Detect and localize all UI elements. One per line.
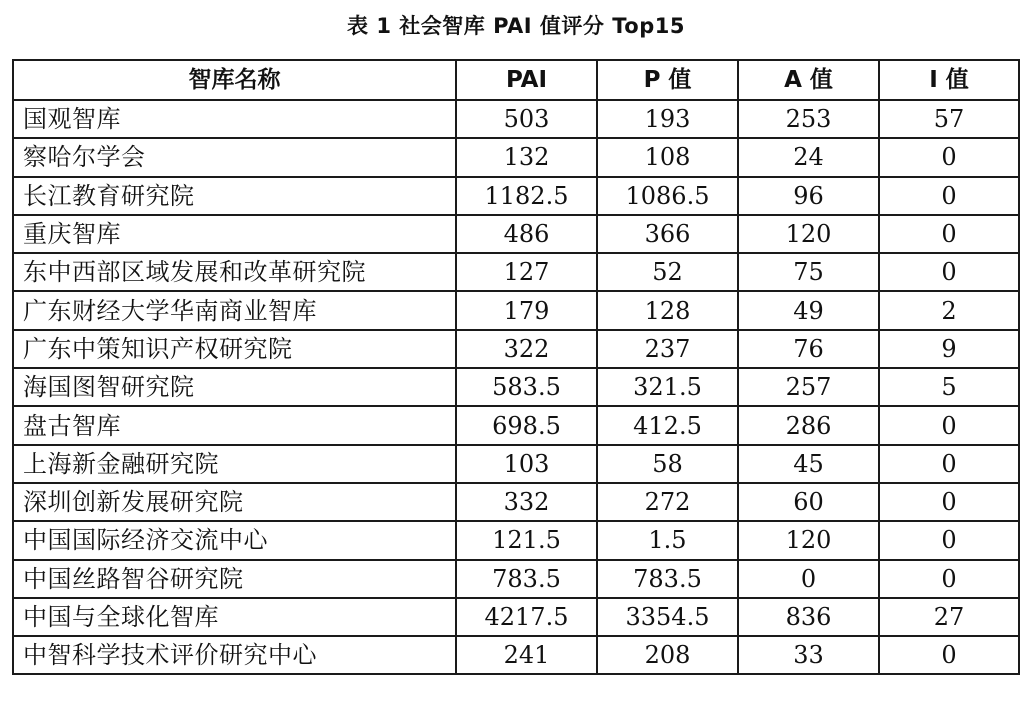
cell-a-value: 120 (738, 521, 879, 559)
cell-p-value: 128 (597, 291, 738, 329)
table-header-row (13, 60, 1019, 100)
cell-pai: 332 (456, 483, 597, 521)
cell-name: 中国丝路智谷研究院 (13, 560, 456, 598)
cell-pai: 121.5 (456, 521, 597, 559)
cell-i-value: 0 (879, 406, 1019, 444)
cell-a-value: 33 (738, 636, 879, 674)
cell-i-value: 0 (879, 483, 1019, 521)
cell-pai: 783.5 (456, 560, 597, 598)
table-caption: 表 1 社会智库 PAI 值评分 Top15 (347, 14, 685, 38)
cell-name: 广东中策知识产权研究院 (13, 330, 456, 368)
header-p-value: P 值 (597, 60, 738, 100)
cell-pai: 132 (456, 138, 597, 176)
cell-a-value: 76 (738, 330, 879, 368)
table-row (13, 521, 1019, 559)
cell-i-value: 0 (879, 521, 1019, 559)
header-i-value: I 值 (879, 60, 1019, 100)
table-row (13, 598, 1019, 636)
cell-pai: 103 (456, 445, 597, 483)
table-row (13, 215, 1019, 253)
table-row (13, 100, 1019, 138)
cell-a-value: 96 (738, 177, 879, 215)
cell-a-value: 836 (738, 598, 879, 636)
header-a-value: A 值 (738, 60, 879, 100)
cell-name: 广东财经大学华南商业智库 (13, 291, 456, 329)
cell-p-value: 52 (597, 253, 738, 291)
cell-name: 中国国际经济交流中心 (13, 521, 456, 559)
cell-p-value: 3354.5 (597, 598, 738, 636)
cell-p-value: 108 (597, 138, 738, 176)
cell-name: 长江教育研究院 (13, 177, 456, 215)
cell-name: 深圳创新发展研究院 (13, 483, 456, 521)
cell-i-value: 2 (879, 291, 1019, 329)
cell-a-value: 257 (738, 368, 879, 406)
cell-name: 中智科学技术评价研究中心 (13, 636, 456, 674)
cell-i-value: 0 (879, 138, 1019, 176)
cell-name: 海国图智研究院 (13, 368, 456, 406)
cell-pai: 179 (456, 291, 597, 329)
cell-p-value: 321.5 (597, 368, 738, 406)
cell-a-value: 75 (738, 253, 879, 291)
cell-p-value: 783.5 (597, 560, 738, 598)
table-row (13, 483, 1019, 521)
cell-i-value: 0 (879, 636, 1019, 674)
cell-a-value: 120 (738, 215, 879, 253)
cell-pai: 127 (456, 253, 597, 291)
pai-score-table (12, 59, 1020, 675)
cell-a-value: 286 (738, 406, 879, 444)
cell-p-value: 193 (597, 100, 738, 138)
cell-name: 重庆智库 (13, 215, 456, 253)
cell-p-value: 237 (597, 330, 738, 368)
cell-p-value: 1.5 (597, 521, 738, 559)
cell-a-value: 60 (738, 483, 879, 521)
cell-p-value: 1086.5 (597, 177, 738, 215)
cell-pai: 1182.5 (456, 177, 597, 215)
header-think-tank-name: 智库名称 (13, 60, 456, 100)
cell-pai: 4217.5 (456, 598, 597, 636)
cell-pai: 322 (456, 330, 597, 368)
cell-name: 上海新金融研究院 (13, 445, 456, 483)
cell-i-value: 0 (879, 177, 1019, 215)
table-row (13, 445, 1019, 483)
cell-a-value: 24 (738, 138, 879, 176)
cell-a-value: 253 (738, 100, 879, 138)
table-row (13, 560, 1019, 598)
header-pai: PAI (456, 60, 597, 100)
table-row (13, 177, 1019, 215)
cell-pai: 241 (456, 636, 597, 674)
table-row (13, 368, 1019, 406)
cell-a-value: 49 (738, 291, 879, 329)
cell-p-value: 412.5 (597, 406, 738, 444)
table-body (13, 100, 1019, 674)
cell-pai: 486 (456, 215, 597, 253)
cell-i-value: 5 (879, 368, 1019, 406)
cell-i-value: 0 (879, 560, 1019, 598)
table-row (13, 636, 1019, 674)
cell-pai: 503 (456, 100, 597, 138)
cell-pai: 583.5 (456, 368, 597, 406)
cell-p-value: 366 (597, 215, 738, 253)
cell-name: 察哈尔学会 (13, 138, 456, 176)
cell-p-value: 58 (597, 445, 738, 483)
cell-pai: 698.5 (456, 406, 597, 444)
cell-p-value: 208 (597, 636, 738, 674)
cell-name: 盘古智库 (13, 406, 456, 444)
cell-name: 国观智库 (13, 100, 456, 138)
cell-name: 东中西部区域发展和改革研究院 (13, 253, 456, 291)
cell-i-value: 0 (879, 215, 1019, 253)
cell-a-value: 45 (738, 445, 879, 483)
cell-i-value: 27 (879, 598, 1019, 636)
cell-i-value: 0 (879, 253, 1019, 291)
table-row (13, 138, 1019, 176)
cell-i-value: 0 (879, 445, 1019, 483)
table-row (13, 330, 1019, 368)
table-row (13, 406, 1019, 444)
cell-i-value: 9 (879, 330, 1019, 368)
cell-i-value: 57 (879, 100, 1019, 138)
cell-name: 中国与全球化智库 (13, 598, 456, 636)
table-row (13, 253, 1019, 291)
cell-p-value: 272 (597, 483, 738, 521)
table-row (13, 291, 1019, 329)
cell-a-value: 0 (738, 560, 879, 598)
